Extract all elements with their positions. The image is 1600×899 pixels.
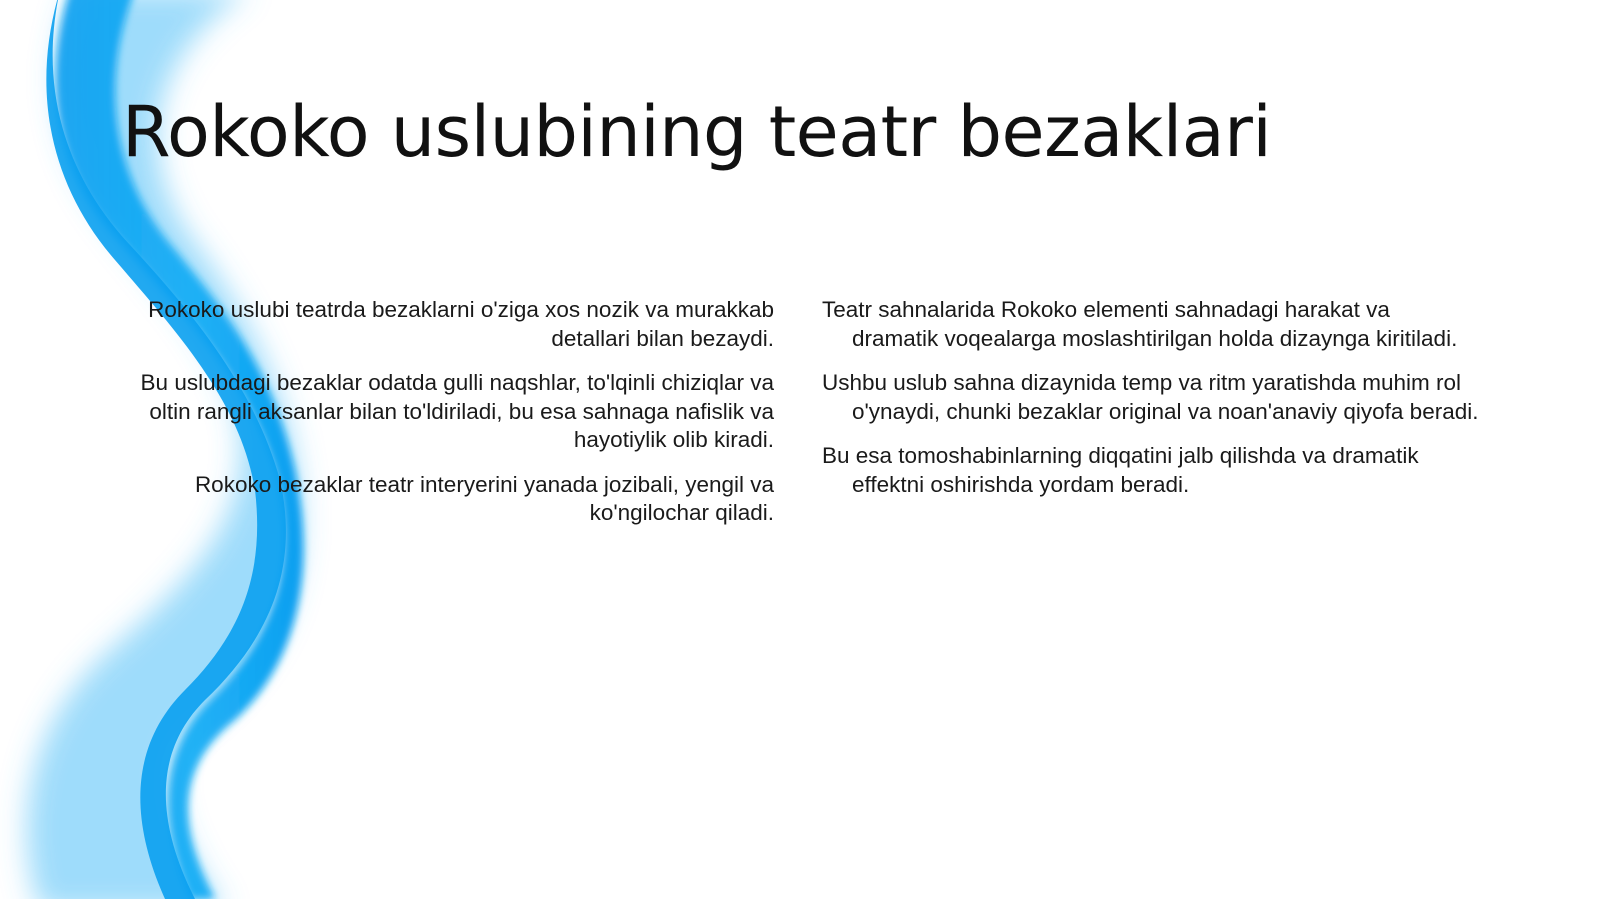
left-text-column <box>140 296 774 544</box>
right-text-column <box>822 296 1482 515</box>
paragraph: Rokoko bezaklar teatr interyerini yanada jozibali, yengil va ko'ngilochar qiladi. <box>194 471 774 525</box>
paragraph: Rokoko uslubi teatrda bezaklarni o'ziga xos nozik va murakkab detallari bilan bezaydi. <box>148 297 774 351</box>
paragraph: Bu esa tomoshabinlarning diqqatini jalb qilishda va dramatik effektni oshirishda yordam beradi. <box>822 443 1419 497</box>
slide-title: Rokoko uslubining teatr bezaklari <box>122 91 1272 173</box>
paragraph: Bu uslubdagi bezaklar odatda gulli naqshlar, to'lqinli chiziqlar va oltin rangli aksanlar bilan to'ldiriladi, bu esa sahnaga nafislik va hayotiylik olib kiradi. <box>140 370 774 452</box>
paragraph: Ushbu uslub sahna dizaynida temp va ritm yaratishda muhim rol o'ynaydi, chunki bezaklar original va noan'anaviy qiyofa beradi. <box>822 370 1479 424</box>
paragraph: Teatr sahnalarida Rokoko elementi sahnadagi harakat va dramatik voqealarga moslashtirilgan holda dizaynga kiritiladi. <box>822 297 1458 351</box>
